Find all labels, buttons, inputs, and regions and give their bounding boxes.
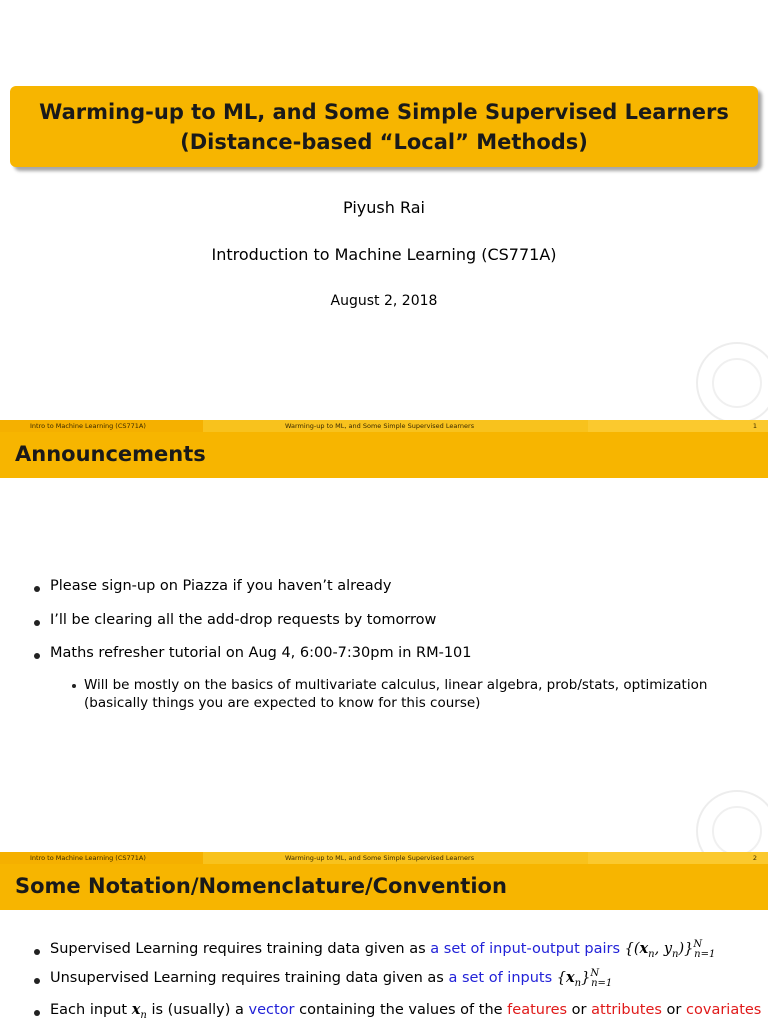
institute-seal-watermark-icon [696, 342, 768, 424]
notation-slide [0, 864, 768, 1024]
slide-title-line1: Warming-up to ML, and Some Simple Supervised Learners [39, 99, 729, 124]
item-text: or [661, 1002, 687, 1018]
announcements-slide [0, 432, 768, 864]
bullet-icon [34, 1010, 40, 1016]
slide-title-line2: (Distance-based “Local” Methods) [180, 129, 588, 154]
bullet-icon [34, 949, 40, 955]
footer-page-number: 2 [588, 852, 768, 864]
bullet-icon [34, 978, 40, 984]
frame-title: Some Notation/Nomenclature/Convention [15, 874, 507, 898]
footer-title: Warming-up to ML, and Some Simple Supervised Learners [203, 852, 588, 864]
list-item: Maths refresher tutorial on Aug 4, 6:00-7:30pm in RM-101 [50, 645, 472, 661]
title-slide [0, 0, 768, 432]
highlight-term: attributes [591, 1002, 662, 1018]
list-item: I’ll be clearing all the add-drop requests by tomorrow [50, 612, 437, 628]
item-text: containing the values of the [294, 1002, 508, 1018]
list-item [50, 939, 716, 960]
footer-page-number: 1 [588, 420, 768, 432]
footer-course: Intro to Machine Learning (CS771A) [0, 852, 203, 864]
list-item [50, 968, 613, 989]
math-expression: {($x_n$, $y_n)\}^N_{n=1}$ [624, 939, 716, 960]
math-expression: $x_n$ [131, 1001, 147, 1021]
item-text: Each input [50, 1002, 132, 1018]
frame-title-bar [0, 864, 768, 910]
highlight-term: a set of inputs [448, 970, 553, 986]
footer-course: Intro to Machine Learning (CS771A) [0, 420, 203, 432]
item-text: is (usually) a [146, 1002, 249, 1018]
math-expression: $\{x_n\}^N_{n=1}$ [556, 968, 613, 989]
sub-bullet-icon [72, 684, 76, 688]
frame-title-bar [0, 432, 768, 478]
bullet-icon [34, 586, 40, 592]
title-banner [10, 86, 758, 167]
author-name: Piyush Rai [343, 198, 425, 217]
highlight-term: features [507, 1002, 568, 1018]
highlight-term: a set of input-output pairs [430, 941, 621, 957]
course-name: Introduction to Machine Learning (CS771A) [211, 245, 557, 264]
highlight-term: vector [248, 1002, 295, 1018]
list-item: Please sign-up on Piazza if you haven’t already [50, 578, 392, 594]
item-text: Supervised Learning requires training data given as [50, 941, 431, 957]
sub-list-item: Will be mostly on the basics of multivariate calculus, linear algebra, prob/stats, optimization (basically things you are expected to know for this course) [84, 677, 708, 711]
slide-footer [0, 852, 768, 864]
highlight-term: covariates [686, 1002, 762, 1018]
bullet-icon [34, 653, 40, 659]
frame-title: Announcements [15, 442, 206, 466]
slide-footer [0, 420, 768, 432]
presentation-date: August 2, 2018 [330, 293, 438, 309]
item-text: or [567, 1002, 592, 1018]
item-text: Unsupervised Learning requires training data given as [50, 970, 449, 986]
bullet-icon [34, 620, 40, 626]
list-item [50, 1001, 762, 1021]
footer-title: Warming-up to ML, and Some Simple Supervised Learners [203, 420, 588, 432]
